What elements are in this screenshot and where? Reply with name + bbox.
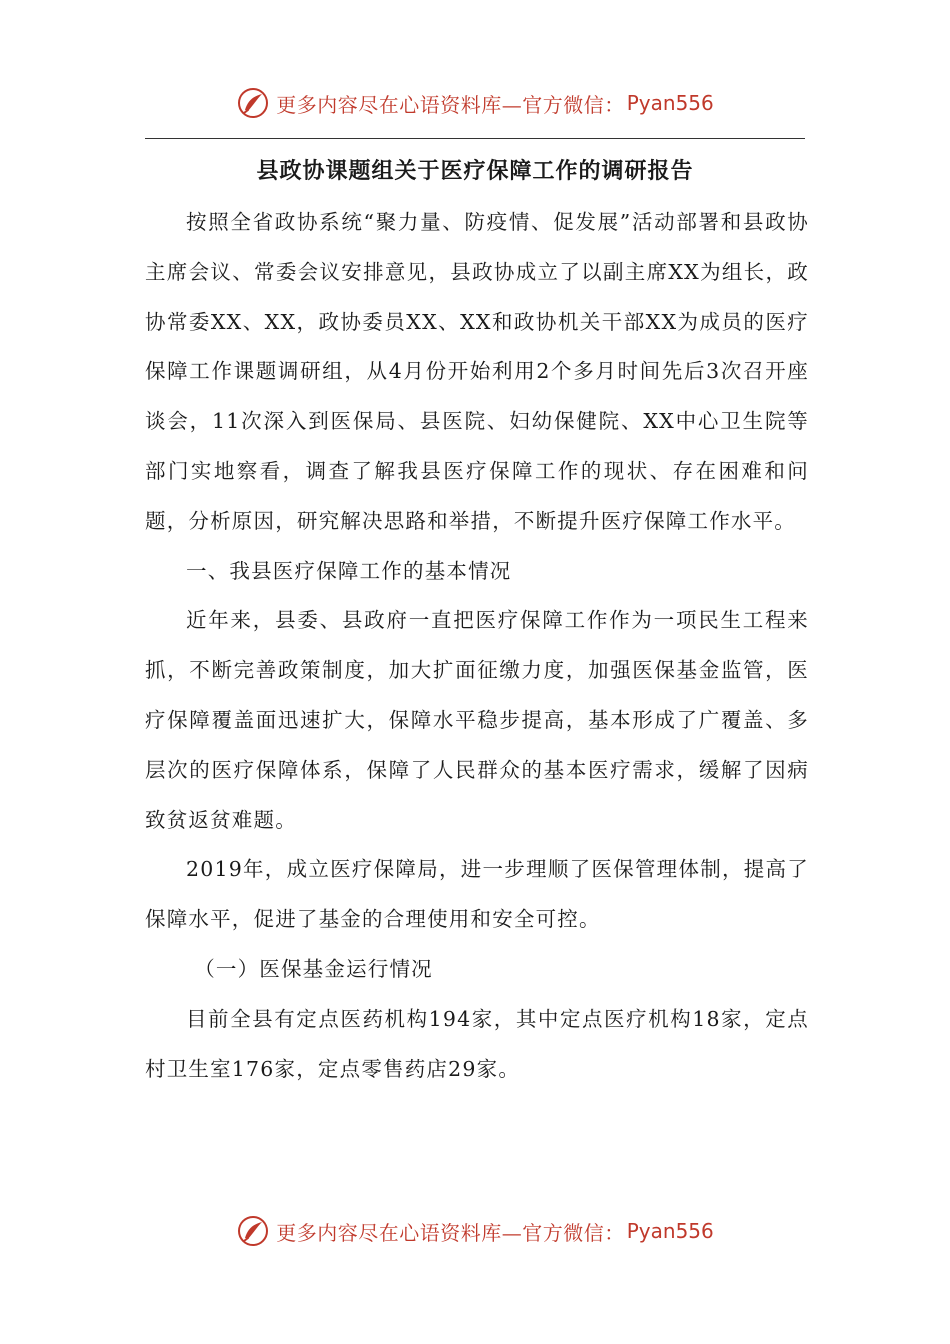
header-watermark-banner: [0, 83, 950, 123]
document-title: 县政协课题组关于医疗保障工作的调研报告: [256, 159, 694, 184]
banner-text: 更多内容尽在心语资料库—官方微信：: [276, 92, 625, 117]
footer-watermark-banner: [0, 1211, 950, 1251]
document-body: [145, 198, 809, 1094]
body-paragraph: 近年来，县委、县政府一直把医疗保障工作作为一项民生工程来抓，不断完善政策制度，加大扩面征缴力度，加强医保基金监管，医疗保障覆盖面迅速扩大，保障水平稳步提高，基本形成了广覆盖、多层次的医疗保障体系，保障了人民群众的基本医疗需求，缓解了因病致贫返贫难题。: [145, 608, 809, 832]
body-paragraph: 目前全县有定点医药机构194家，其中定点医疗机构18家，定点村卫生室176家，定点零售药店29家。: [145, 1006, 809, 1081]
pen-seal-logo-icon: [236, 86, 270, 120]
banner-wechat-id: Pyan556: [626, 91, 714, 115]
body-paragraph: 按照全省政协系统“聚力量、防疫情、促发展”活动部署和县政协主席会议、常委会议安排意见，县政协成立了以副主席XX为组长，政协常委XX、XX，政协委员XX、XX和政协机关干部XX为成员的医疗保障工作课题调研组，从4月份开始利用2个多月时间先后3次召开座谈会，11次深入到医保局、县医院、妇幼保健院、XX中心卫生院等部门实地察看，调查了解我县医疗保障工作的现状、存在困难和问题，分析原因，研究解决思路和举措，不断提升医疗保障工作水平。: [145, 210, 809, 533]
subsection-heading: （一）医保基金运行情况: [194, 956, 433, 981]
banner-wechat-id: Pyan556: [626, 1219, 714, 1243]
body-paragraph: 2019年，成立医疗保障局，进一步理顺了医保管理体制，提高了保障水平，促进了基金的合理使用和安全可控。: [145, 857, 809, 932]
section-heading: 一、我县医疗保障工作的基本情况: [186, 558, 512, 583]
header-divider: [145, 138, 805, 139]
banner-text: 更多内容尽在心语资料库—官方微信：: [276, 1220, 625, 1245]
pen-seal-logo-icon: [236, 1214, 270, 1248]
